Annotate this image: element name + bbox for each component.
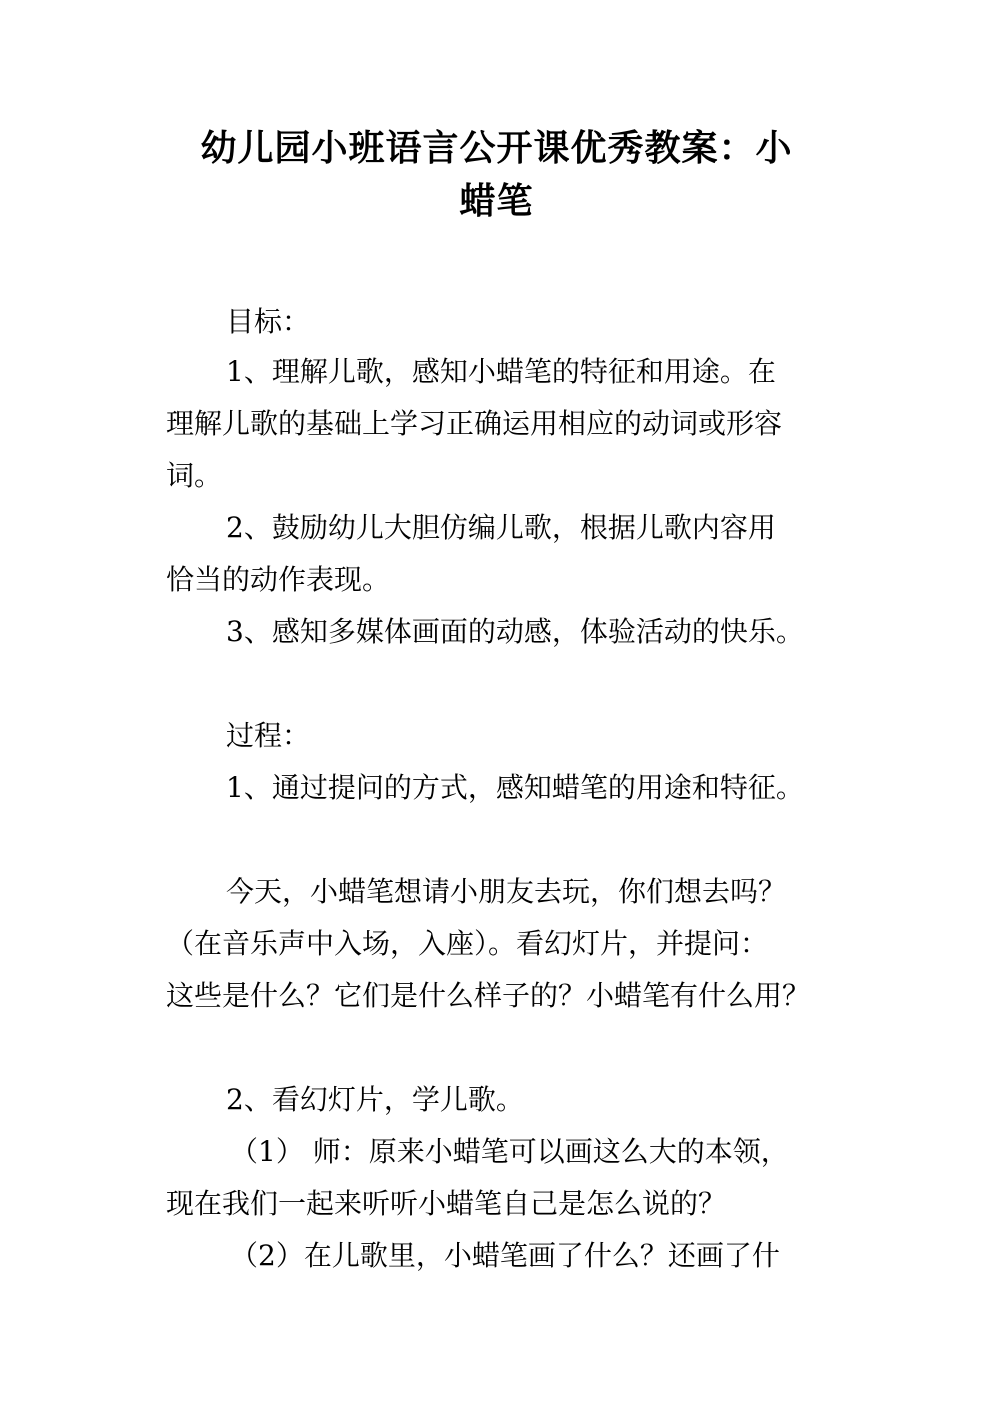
- goal-2-line-2: 恰当的动作表现。: [166, 563, 391, 596]
- process-step-1: 1、通过提问的方式，感知蜡笔的用途和特征。: [226, 771, 804, 804]
- intro-line-3: 这些是什么？它们是什么样子的？小蜡笔有什么用？: [166, 979, 811, 1012]
- title-line-1: 幼儿园小班语言公开课优秀教案：小: [200, 128, 793, 169]
- process-heading: 过程：: [226, 719, 311, 752]
- goal-1-line-3: 词。: [166, 459, 223, 492]
- document-title: [120, 122, 873, 228]
- title-line-2: 蜡笔: [459, 181, 534, 222]
- goal-3: 3、感知多媒体画面的动感，体验活动的快乐。: [226, 615, 804, 648]
- goal-1-line-2: 理解儿歌的基础上学习正确运用相应的动词或形容: [166, 407, 783, 440]
- intro-line-1: 今天，小蜡笔想请小朋友去玩，你们想去吗？: [226, 875, 787, 908]
- sub-1-line-1: （1） 师：原来小蜡笔可以画这么大的本领，: [230, 1135, 789, 1168]
- goals-heading: 目标：: [226, 305, 311, 338]
- goal-2-line-1: 2、鼓励幼儿大胆仿编儿歌，根据儿歌内容用: [226, 511, 776, 544]
- sub-1-line-2: 现在我们一起来听听小蜡笔自己是怎么说的？: [166, 1187, 727, 1220]
- intro-line-2: （在音乐声中入场，入座）。看幻灯片，并提问：: [166, 927, 769, 960]
- process-step-2: 2、看幻灯片，学儿歌。: [226, 1083, 524, 1116]
- sub-2-line-1: （2）在儿歌里，小蜡笔画了什么？还画了什: [230, 1239, 780, 1272]
- goal-1-line-1: 1、理解儿歌，感知小蜡笔的特征和用途。在: [226, 355, 776, 388]
